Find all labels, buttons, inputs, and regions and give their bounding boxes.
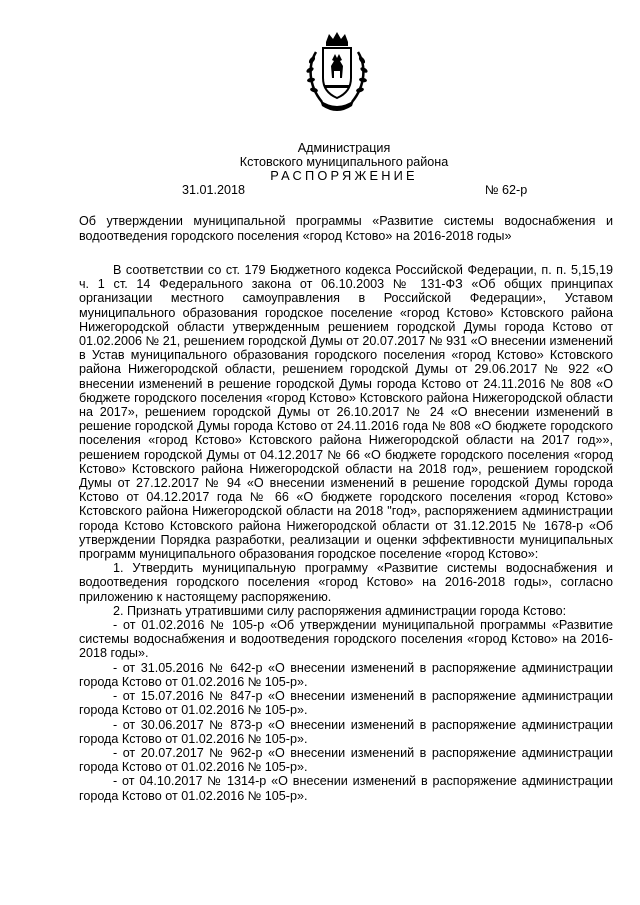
issuer-title: Администрация [297,141,391,155]
document-body [79,263,613,803]
clause-2: 2. Признать утратившими силу распоряжения администрации города Кстово: [113,603,567,618]
coat-of-arms-icon [302,30,372,115]
repealed-item: - от 04.10.2017 № 1314-р «О внесении изменений в распоряжение администрации города Кстово от 01.02.2016 № 105-р». [79,774,613,803]
document-date: 31.01.2018 [182,183,246,197]
document-type: РАСПОРЯЖЕНИЕ [270,168,418,183]
repealed-item: - от 15.07.2016 № 847-р «О внесении изменений в распоряжение администрации города Кстово от 01.02.2016 № 105-р». [79,689,613,718]
document-subject: Об утверждении муниципальной программы «Развитие системы водоснабжения и водоотведения городского поселения «город Кстово» на 2016-2018 годы» [79,214,613,243]
preamble-paragraph: В соответствии со ст. 179 Бюджетного кодекса Российской Федерации, п. п. 5,15,19 ч. 1 ст. 14 Федерального закона от 06.10.2003 № 131-ФЗ «Об общих принципах организации местного самоуправления в Российской Федерации», Уставом муниципального образования городское поселение «город Кстово» Кстовского района Нижегородской области утвержденным решением городской Думы города Кстово от 01.02.2006 № 21, решением городской Думы от 20.07.2017 № 931 «О внесении изменений в Устав муниципального образования городского поселения «город Кстово» Кстовского района Нижегородской области, решением городской Думы от 29.06.2017 № 922 «О внесении изменений в решение городской Думы города Кстово от 24.11.2016 № 808 «О бюджете городского поселения «город Кстово» Кстовского района Нижегородской области на 2017», решением городской Думы от 26.10.2017 № 24 «О внесении изменений в решение городской Думы города Кстово от 24.11.2016 года № 808 «О бюджете городского поселения «город Кстово» Кстовского района Нижегородской области на 2017 год»», решением городской Думы от 04.12.2017 № 66 «О бюджете городского поселения «город Кстово» Кстовского района Нижегородской области на 2018 год», решением городской Думы от 27.12.2017 № 94 «О внесении изменений в решение городской Думы города Кстово от 04.12.2017 года № 66 «О бюджете городского поселения «город Кстово» Кстовского района Нижегородской области на 2018 "год», распоряжением администрации города Кстово Кстовского района Нижегородской области от 31.12.2015 № 1678-р «Об утверждении Порядка разработки, реализации и оценки эффективности муниципальных программ муниципального образования городское поселение «город Кстово»: [79,263,613,562]
repealed-item: - от 20.07.2017 № 962-р «О внесении изменений в распоряжение администрации города Кстово от 01.02.2016 № 105-р». [79,745,613,775]
repealed-item: - от 01.02.2016 № 105-р «Об утверждении муниципальной программы «Развитие системы водоснабжения и водоотведения городского поселения «город Кстово» на 2016-2018 годы». [79,618,613,661]
document-number: № 62-р [485,183,528,197]
clause-1: 1. Утвердить муниципальную программу «Развитие системы водоснабжения и водоотведения городского поселения «город Кстово» на 2016-2018 годы», согласно приложению к настоящему распоряжению. [79,561,613,604]
repealed-item: - от 30.06.2017 № 873-р «О внесении изменений в распоряжение администрации города Кстово от 01.02.2016 № 105-р». [79,717,613,746]
repealed-item: - от 31.05.2016 № 642-р «О внесении изменений в распоряжение администрации города Кстово от 01.02.2016 № 105-р». [79,660,613,689]
issuer-district: Кстовского муниципального района [239,155,449,169]
